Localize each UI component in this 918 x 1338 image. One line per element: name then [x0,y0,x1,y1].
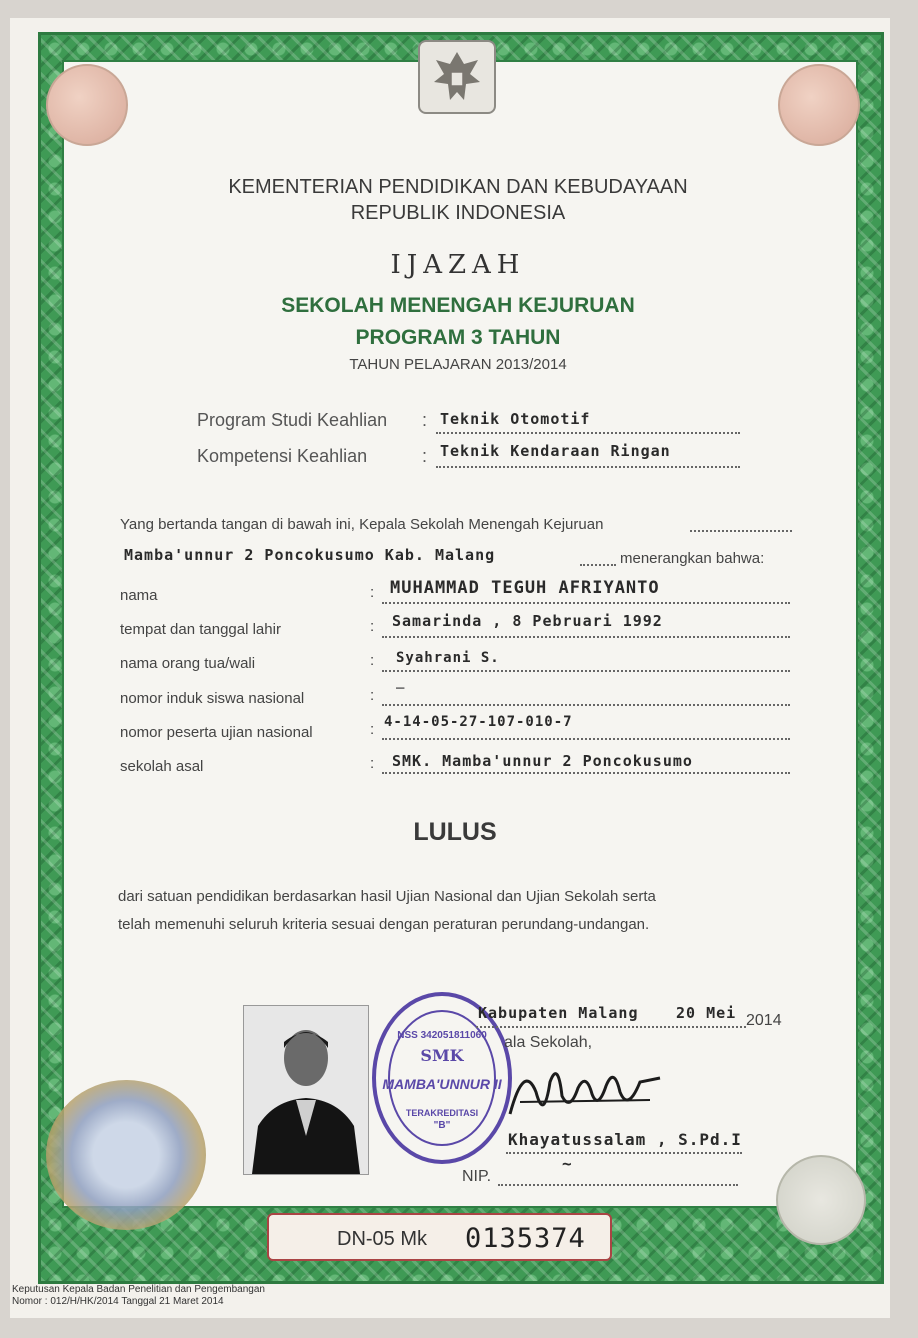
embossed-seal [776,1155,866,1245]
document-title: IJAZAH [390,250,526,280]
dotted-line [382,670,790,672]
dotted-line [436,466,740,468]
footnote-line-1: Keputusan Kepala Badan Penelitian dan Pengembangan [12,1284,265,1295]
statement-line-2-suffix: menerangkan bahwa: [620,550,765,567]
field-value-nama: MUHAMMAD TEGUH AFRIYANTO [390,578,660,598]
dotted-line [498,1184,738,1186]
corner-seal-left [46,64,128,146]
serial-number-box [267,1213,612,1261]
dotted-line [382,772,790,774]
colon: : [370,652,375,669]
dotted-line [506,1152,742,1154]
ministry-line-1: KEMENTERIAN PENDIDIKAN DAN KEBUDAYAAN [228,176,688,198]
field-label-sekolah: sekolah asal [120,758,204,775]
field-label-nama: nama [120,587,158,604]
colon: : [370,721,375,738]
program-studi-value: Teknik Otomotif [440,410,591,428]
stamp-accreditation: TERAKREDITASI [405,1108,479,1118]
program-studi-label: Program Studi Keahlian [197,410,388,430]
colon: : [370,755,375,772]
garuda-emblem-icon [418,40,496,114]
field-value-ttl: Samarinda , 8 Pebruari 1992 [392,612,663,630]
field-value-sekolah: SMK. Mamba'unnur 2 Poncokusumo [392,752,693,770]
field-label-nisn: nomor induk siswa nasional [120,690,305,707]
dotted-line [382,738,790,740]
colon: : [422,410,428,430]
program-duration: PROGRAM 3 TAHUN [355,326,561,349]
field-value-nisn: — [396,680,406,696]
field-label-unas: nomor peserta ujian nasional [120,724,313,741]
student-photo [243,1005,369,1175]
dotted-line [382,636,790,638]
signature-year: 2014 [746,1012,782,1029]
colon: : [370,618,375,635]
dotted-line [580,564,616,566]
dotted-line [476,1026,746,1028]
signatory-name: Khayatussalam , S.Pd.I [508,1130,742,1149]
colon: : [370,687,375,704]
signature-place: Kabupaten Malang [478,1004,639,1022]
stamp-school-name: MAMBA'UNNUR II [382,1076,502,1092]
closing-line-1: dari satuan pendidikan berdasarkan hasil Ujian Nasional dan Ujian Sekolah serta [118,888,656,905]
dotted-line [382,704,790,706]
signature-scribble [500,1052,670,1132]
corner-seal-right [778,64,860,146]
school-name-handwritten: Mamba'unnur 2 Poncokusumo Kab. Malang [124,546,496,564]
school-type: SEKOLAH MENENGAH KEJURUAN [281,294,635,317]
closing-line-2: telah memenuhi seluruh kriteria sesuai dengan peraturan perundang-undangan. [118,916,650,933]
dotted-line [690,530,792,532]
serial-prefix: DN-05 Mk [337,1228,428,1250]
colon: : [422,446,428,466]
result-status: LULUS [413,818,497,846]
signature-role: ala Sekolah, [504,1034,593,1051]
hologram-seal [46,1080,206,1230]
ministry-line-2: REPUBLIK INDONESIA [350,202,566,224]
academic-year: TAHUN PELAJARAN 2013/2014 [349,356,567,373]
field-value-unas: 4-14-05-27-107-010-7 [384,714,573,730]
dotted-line [382,602,790,604]
stamp-nss: NSS 342051811060 [397,1030,487,1041]
dotted-line [436,432,740,434]
statement-line-1: Yang bertanda tangan di bawah ini, Kepala Sekolah Menengah Kejuruan [120,516,604,533]
nip-value: ~ [562,1154,573,1173]
field-label-ttl: tempat dan tanggal lahir [120,621,281,638]
footnote-line-2: Nomor : 012/H/HK/2014 Tanggal 21 Maret 2014 [12,1296,224,1307]
serial-number: 0135374 [465,1223,586,1254]
stamp-smk: SMK [420,1046,464,1065]
signature-day-month: 20 Mei [676,1004,737,1022]
kompetensi-label: Kompetensi Keahlian [197,446,368,466]
field-label-wali: nama orang tua/wali [120,655,256,672]
kompetensi-value: Teknik Kendaraan Ringan [440,442,671,460]
colon: : [370,584,375,601]
stamp-grade: "B" [433,1120,451,1131]
nip-label: NIP. [462,1168,492,1185]
field-value-wali: Syahrani S. [396,650,500,666]
